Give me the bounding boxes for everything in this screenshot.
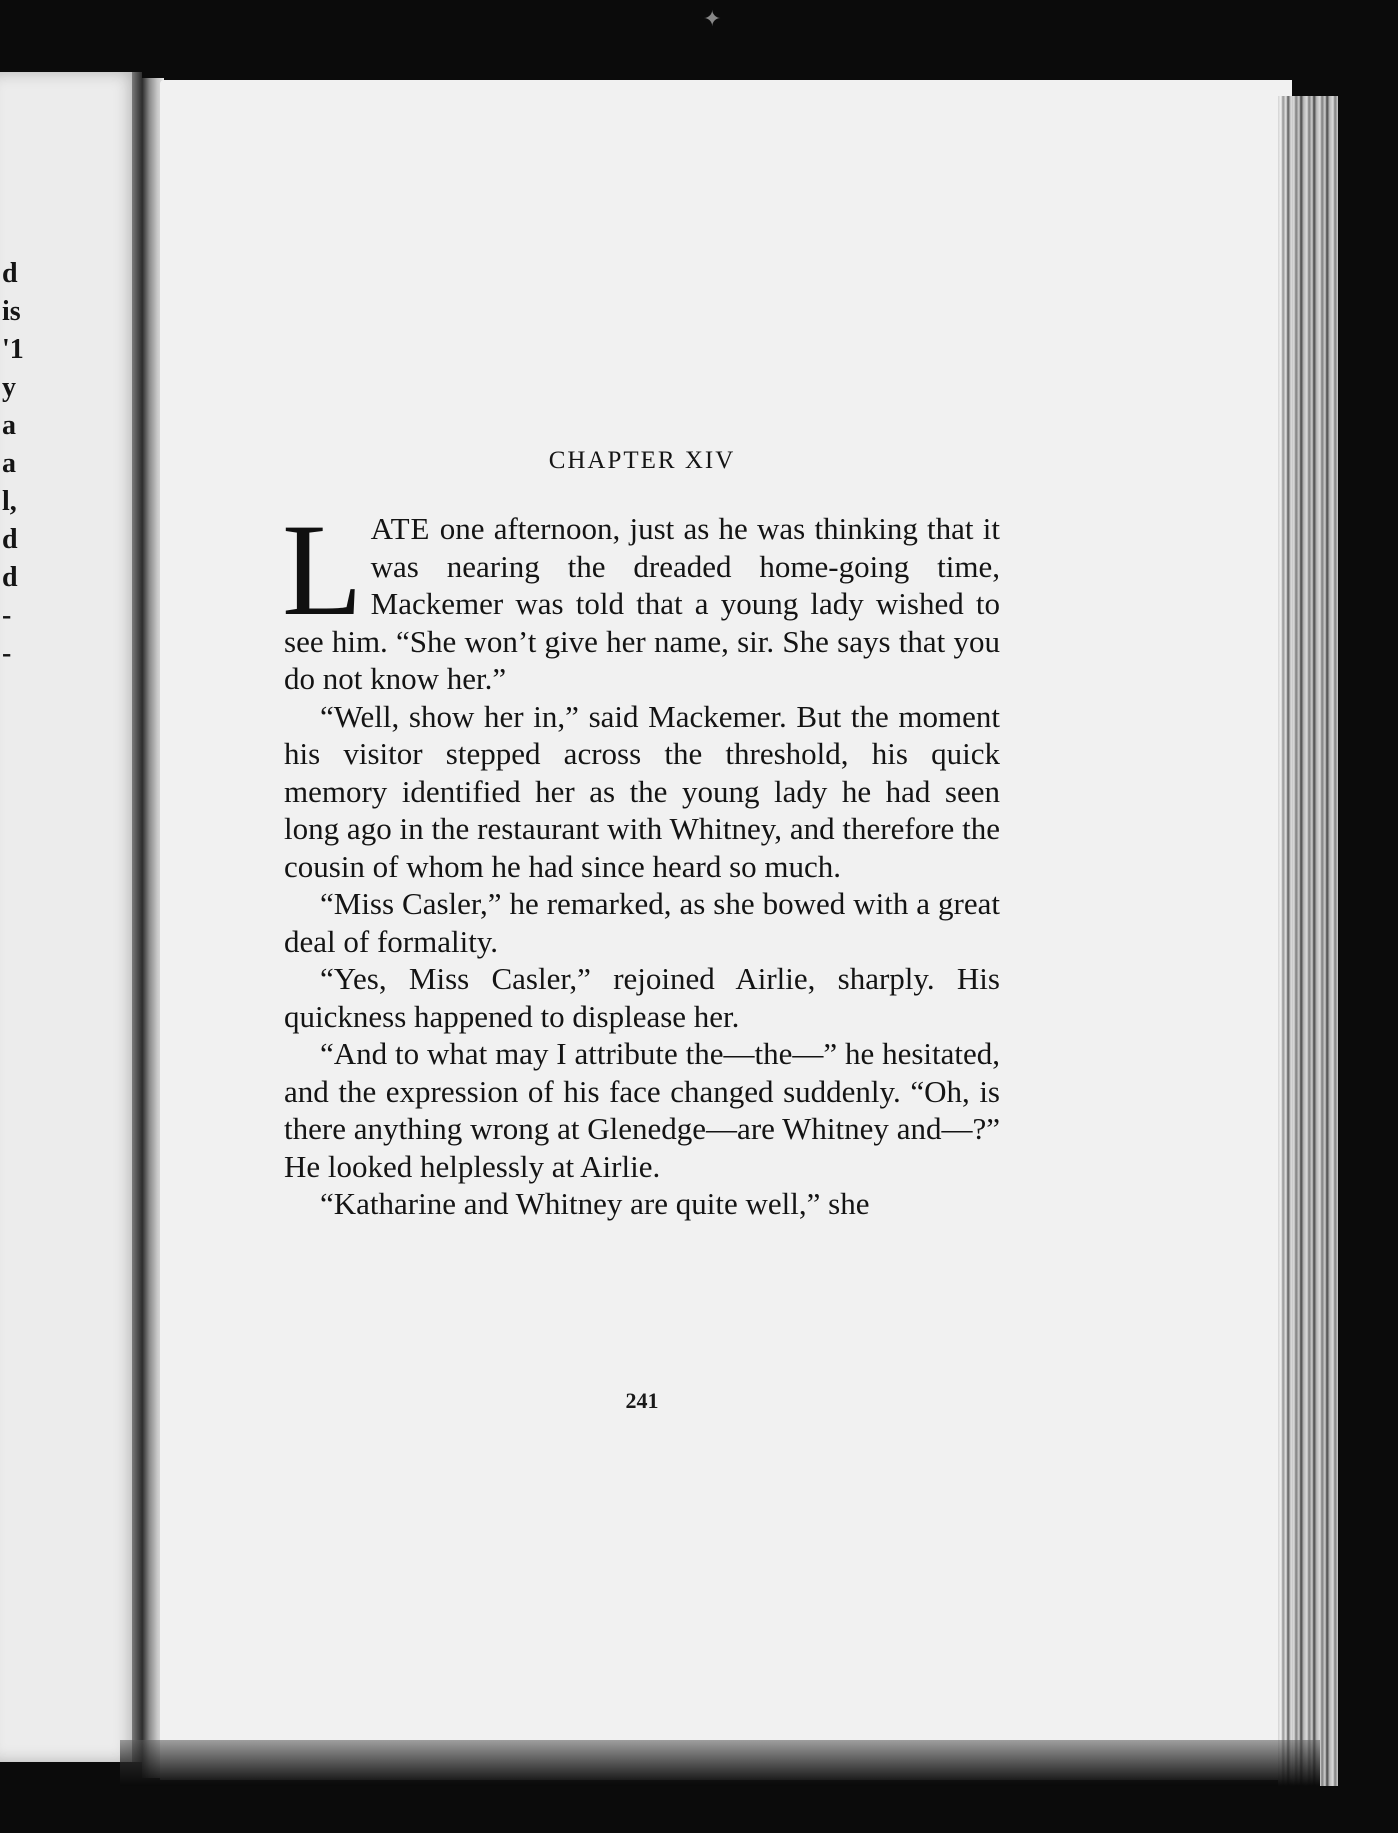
- paragraph-2: “Well, show her in,” said Mackemer. But the moment his visitor stepped across the threshold, his quick memory identified her as the young lady he had seen long ago in the restaurant with Whitney, and therefore the cousin of whom he had since heard so much.: [284, 698, 1000, 884]
- paragraph-1-lead: ATE: [370, 511, 431, 546]
- left-facing-page: [0, 72, 142, 1762]
- left-page-text-fragments: [2, 255, 24, 673]
- page-bottom-shadow: [120, 1740, 1320, 1786]
- left-fragment: d: [2, 562, 18, 593]
- left-fragment: a: [2, 410, 16, 441]
- body-text: [282, 496, 1000, 1223]
- drop-cap: L: [282, 496, 363, 643]
- left-fragment: -: [2, 638, 12, 669]
- paragraph-5: “And to what may I attribute the—the—” he hesitated, and the expression of his face changed suddenly. “Oh, is there anything wrong at Glenedge—are Whitney and—?” He looked helplessly at Airlie.: [284, 1036, 1000, 1184]
- left-fragment: a: [2, 448, 16, 479]
- page-number: 241: [625, 1388, 659, 1413]
- left-fragment: d: [2, 524, 18, 555]
- left-fragment: d: [2, 258, 18, 289]
- left-page-edge: [132, 72, 142, 1762]
- left-fragment: y: [2, 372, 16, 403]
- paragraph-3: “Miss Casler,” he remarked, as she bowed with a great deal of formality.: [284, 886, 1000, 959]
- left-fragment: '1: [2, 334, 24, 365]
- scan-mark-icon: ✦: [703, 6, 722, 31]
- left-fragment: -: [2, 600, 12, 631]
- left-fragment: is: [2, 296, 21, 327]
- paragraph-1: [282, 496, 1000, 698]
- paragraph-4: “Yes, Miss Casler,” rejoined Airlie, sharply. His quickness happened to displease her.: [284, 961, 1000, 1034]
- paragraph-1-text: one afternoon, just as he was thinking that it was nearing the dreaded home-going time, Mackemer was told that a young lady wished to see him. “She won’t give her name, sir. She says that you do not know her.”: [284, 511, 1000, 696]
- paragraph-6: “Katharine and Whitney are quite well,” she: [320, 1186, 870, 1221]
- page-fore-edge: [1278, 96, 1338, 1786]
- left-fragment: l,: [2, 486, 17, 517]
- chapter-heading: CHAPTER XIV: [548, 447, 736, 474]
- background-right: [1338, 90, 1398, 1833]
